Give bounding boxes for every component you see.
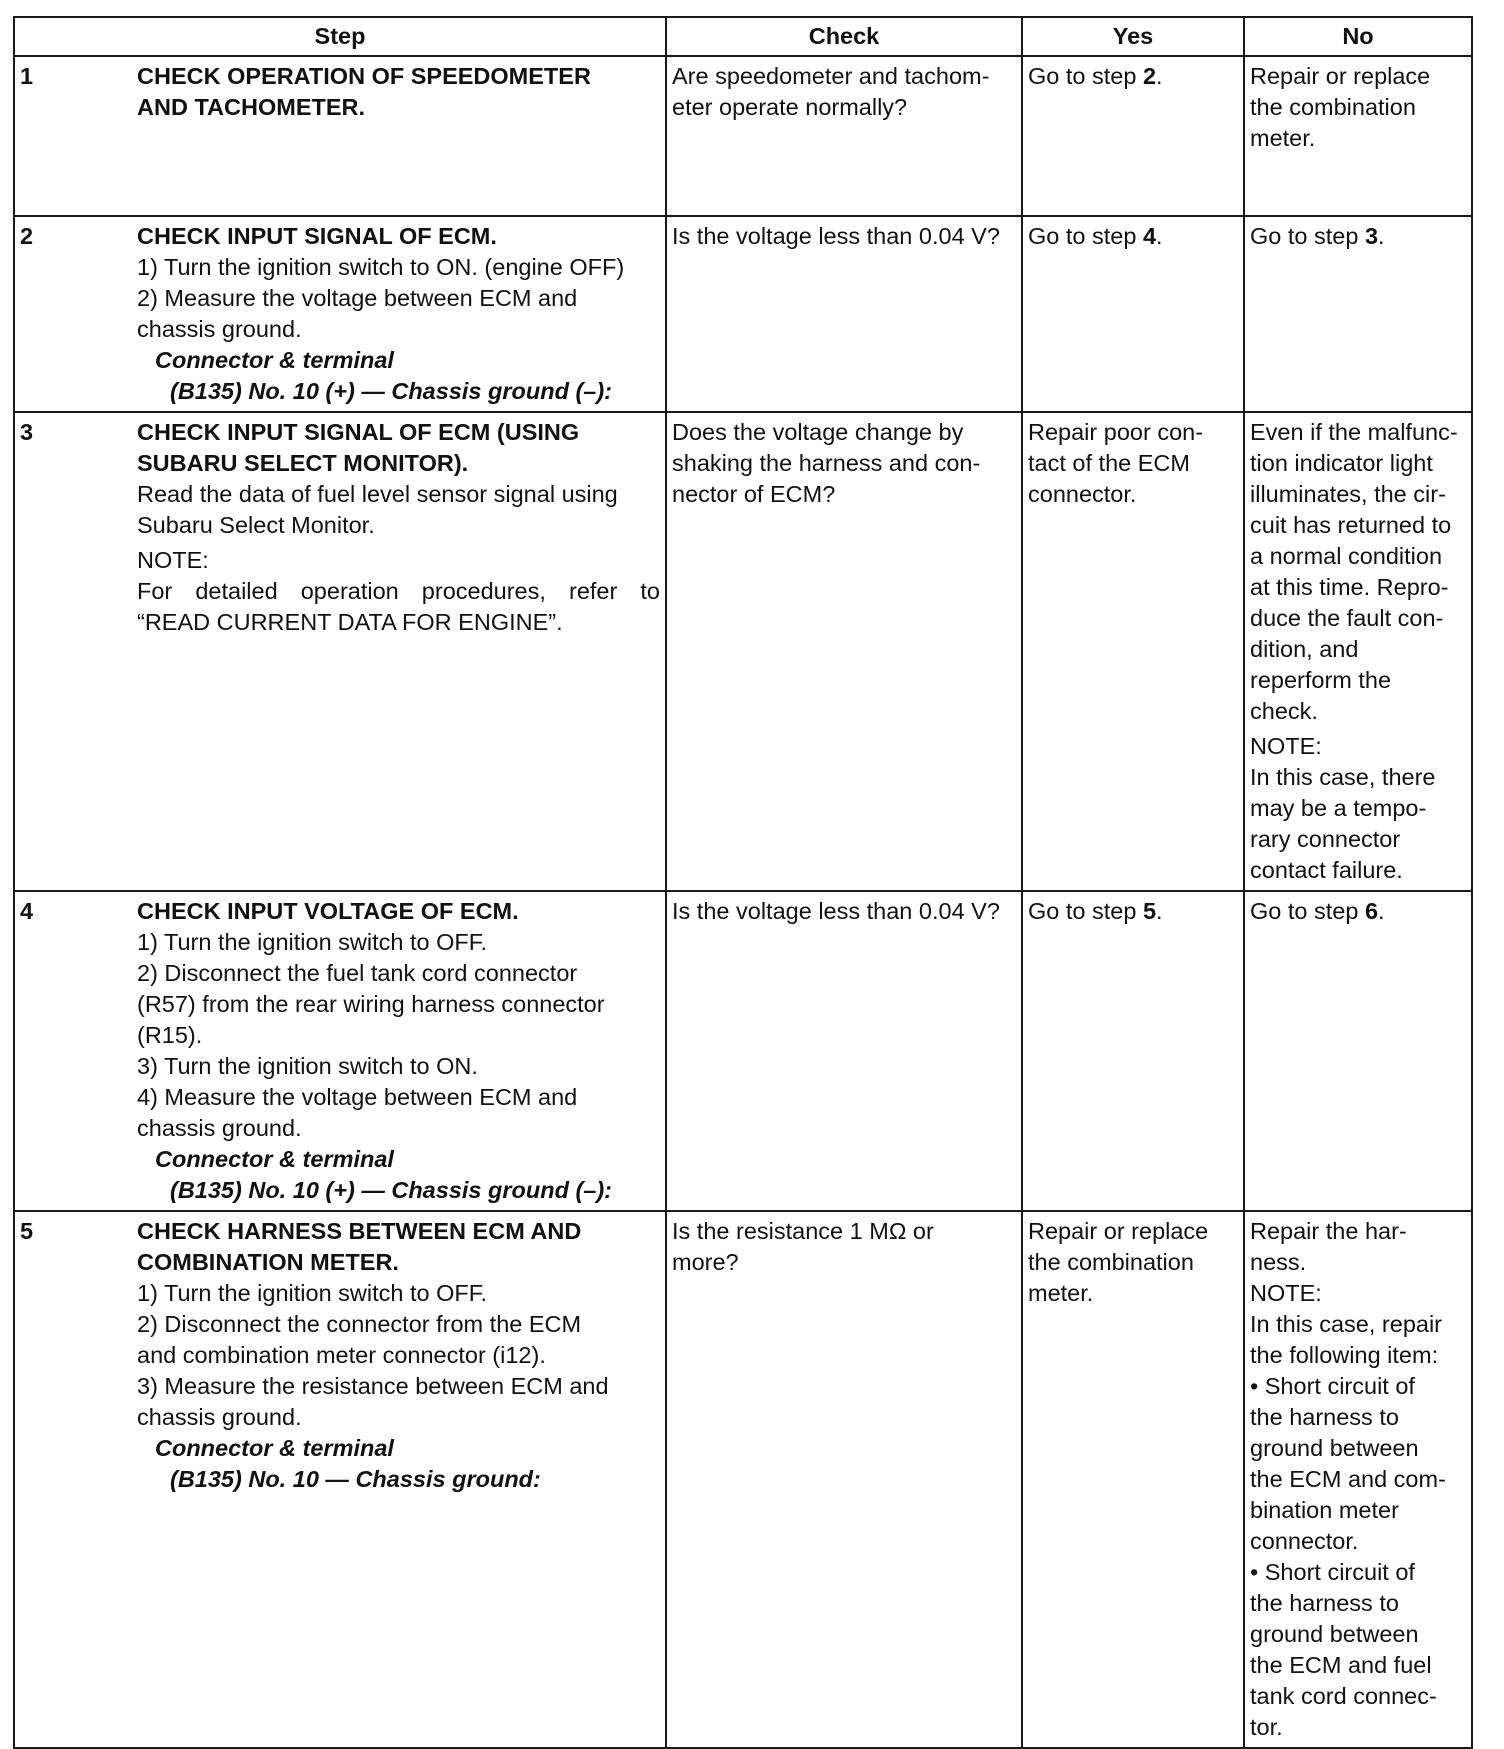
step-title-line: CHECK INPUT SIGNAL OF ECM (USING [137,419,580,445]
yes-step-ref: 5 [1142,898,1157,924]
no-note-line: the harness to [1250,1404,1399,1430]
no-note-line: rary connector [1250,826,1401,852]
instruction-line: chassis ground. [137,1404,302,1430]
yes-cell [1022,891,1244,1211]
yes-line: meter. [1028,1280,1094,1306]
no-suffix: . [1378,898,1385,924]
table-row-step-3 [14,412,1472,891]
yes-suffix: . [1156,63,1163,89]
no-line: dition, and [1250,636,1359,662]
check-line: eter operate normally? [672,94,908,120]
no-cell [1244,412,1472,891]
yes-suffix: . [1156,898,1163,924]
yes-step-ref: 4 [1142,223,1157,249]
connector-label: Connector & terminal [155,347,394,373]
no-cell [1244,891,1472,1211]
no-note-line: the ECM and fuel [1250,1652,1432,1678]
instruction-line: (R15). [137,1022,203,1048]
no-line: at this time. Repro- [1250,574,1449,600]
instruction-line: 3) Turn the ignition switch to ON. [137,1053,478,1079]
table-row-step-5 [14,1211,1472,1748]
no-note-label: NOTE: [1250,733,1322,759]
check-line: nector of ECM? [672,481,836,507]
step-number: 2 [20,223,34,249]
check-cell [666,216,1022,412]
instruction-line: 2) Disconnect the fuel tank cord connector [137,960,578,986]
step-cell [14,1211,666,1748]
no-cell [1244,216,1472,412]
yes-text: Go to step [1028,63,1143,89]
yes-line: the combination [1028,1249,1194,1275]
yes-text: Go to step [1028,223,1143,249]
connector-label: Connector & terminal [155,1435,394,1461]
no-note-line: tor. [1250,1714,1283,1740]
no-note-line: the ECM and com- [1250,1466,1446,1492]
instruction-line: chassis ground. [137,316,302,342]
no-line: illuminates, the cir- [1250,481,1446,507]
step-title-line: AND TACHOMETER. [137,94,366,120]
no-cell [1244,1211,1472,1748]
no-note-line: In this case, there [1250,764,1436,790]
note-line: “READ CURRENT DATA FOR ENGINE”. [137,609,563,635]
yes-line: Repair or replace [1028,1218,1209,1244]
connector-value: (B135) No. 10 (+) — Chassis ground (–): [170,1177,613,1203]
instruction-line: chassis ground. [137,1115,302,1141]
check-line: Is the voltage less than 0.04 V? [672,223,1000,249]
no-line: Repair or replace [1250,63,1431,89]
instruction-line: 1) Turn the ignition switch to ON. (engine OFF) [137,254,625,280]
no-text: Go to step [1250,223,1365,249]
no-line: Repair the har- [1250,1218,1407,1244]
step-title-line: CHECK INPUT SIGNAL OF ECM. [137,223,497,249]
body-line: Read the data of fuel level sensor signal using [137,481,618,507]
column-header-yes: Yes [1022,17,1244,56]
yes-cell [1022,412,1244,891]
no-line: cuit has returned to [1250,512,1452,538]
step-number: 1 [20,63,34,89]
note-label: NOTE: [137,547,209,573]
body-line: Subaru Select Monitor. [137,512,375,538]
yes-text: Go to step [1028,898,1143,924]
no-note-label: NOTE: [1250,1280,1322,1306]
step-title-line: CHECK HARNESS BETWEEN ECM AND [137,1218,582,1244]
step-content [137,896,660,1206]
step-cell [14,216,666,412]
step-cell [14,56,666,216]
instruction-line: 2) Measure the voltage between ECM and [137,285,578,311]
no-line: meter. [1250,125,1316,151]
check-cell [666,412,1022,891]
check-line: more? [672,1249,739,1275]
no-line: a normal condition [1250,543,1443,569]
step-number: 5 [20,1218,34,1244]
check-cell [666,56,1022,216]
step-title-line: CHECK OPERATION OF SPEEDOMETER [137,63,591,89]
table-row-step-1 [14,56,1472,216]
troubleshooting-table [13,16,1473,1749]
step-content [137,1216,660,1495]
column-header-no: No [1244,17,1472,56]
step-cell [14,891,666,1211]
check-line: Is the resistance 1 MΩ or [672,1218,934,1244]
no-note-line: ground between [1250,1435,1419,1461]
instruction-line: and combination meter connector (i12). [137,1342,546,1368]
no-note-line: • Short circuit of [1250,1373,1415,1399]
no-step-ref: 6 [1364,898,1379,924]
instruction-line: 1) Turn the ignition switch to OFF. [137,929,488,955]
check-line: shaking the harness and con- [672,450,981,476]
table-row-step-4 [14,891,1472,1211]
step-title-line: SUBARU SELECT MONITOR). [137,450,469,476]
connector-value: (B135) No. 10 — Chassis ground: [170,1466,541,1492]
no-line: reperform the [1250,667,1392,693]
check-cell [666,1211,1022,1748]
table-row-step-2 [14,216,1472,412]
instruction-line: 3) Measure the resistance between ECM and [137,1373,609,1399]
connector-value: (B135) No. 10 (+) — Chassis ground (–): [170,378,613,404]
no-note-line: contact failure. [1250,857,1403,883]
check-line: Are speedometer and tachom- [672,63,990,89]
no-note-line: connector. [1250,1528,1359,1554]
no-step-ref: 3 [1364,223,1379,249]
step-content [137,61,660,123]
check-line: Does the voltage change by [672,419,964,445]
no-text: Go to step [1250,898,1365,924]
yes-cell [1022,216,1244,412]
step-content [137,417,660,638]
no-note-line: In this case, repair [1250,1311,1443,1337]
connector-label: Connector & terminal [155,1146,394,1172]
no-note-line: ground between [1250,1621,1419,1647]
no-line: Even if the malfunc- [1250,419,1458,445]
table-header-row [14,17,1472,56]
yes-cell [1022,56,1244,216]
note-line: For detailed operation procedures, refer to [137,578,660,604]
check-line: Is the voltage less than 0.04 V? [672,898,1000,924]
no-note-line: tank cord connec- [1250,1683,1437,1709]
yes-line: Repair poor con- [1028,419,1204,445]
yes-cell [1022,1211,1244,1748]
no-note-line: may be a tempo- [1250,795,1427,821]
yes-step-ref: 2 [1142,63,1157,89]
no-suffix: . [1378,223,1385,249]
check-cell [666,891,1022,1211]
no-note-line: the following item: [1250,1342,1439,1368]
column-header-check: Check [666,17,1022,56]
instruction-line: (R57) from the rear wiring harness connector [137,991,605,1017]
yes-suffix: . [1156,223,1163,249]
column-header-step: Step [14,17,666,56]
step-content [137,221,660,407]
instruction-line: 2) Disconnect the connector from the ECM [137,1311,582,1337]
yes-line: tact of the ECM [1028,450,1190,476]
no-note-line: • Short circuit of [1250,1559,1415,1585]
instruction-line: 1) Turn the ignition switch to OFF. [137,1280,488,1306]
instruction-line: 4) Measure the voltage between ECM and [137,1084,578,1110]
no-line: check. [1250,698,1318,724]
no-cell [1244,56,1472,216]
yes-line: connector. [1028,481,1137,507]
no-note-line: the harness to [1250,1590,1399,1616]
no-line: the combination [1250,94,1416,120]
step-number: 3 [20,419,34,445]
no-note-line: bination meter [1250,1497,1399,1523]
no-line: ness. [1250,1249,1307,1275]
step-cell [14,412,666,891]
no-line: duce the fault con- [1250,605,1444,631]
step-number: 4 [20,898,34,924]
step-title-line: CHECK INPUT VOLTAGE OF ECM. [137,898,519,924]
no-line: tion indicator light [1250,450,1433,476]
step-title-line: COMBINATION METER. [137,1249,399,1275]
